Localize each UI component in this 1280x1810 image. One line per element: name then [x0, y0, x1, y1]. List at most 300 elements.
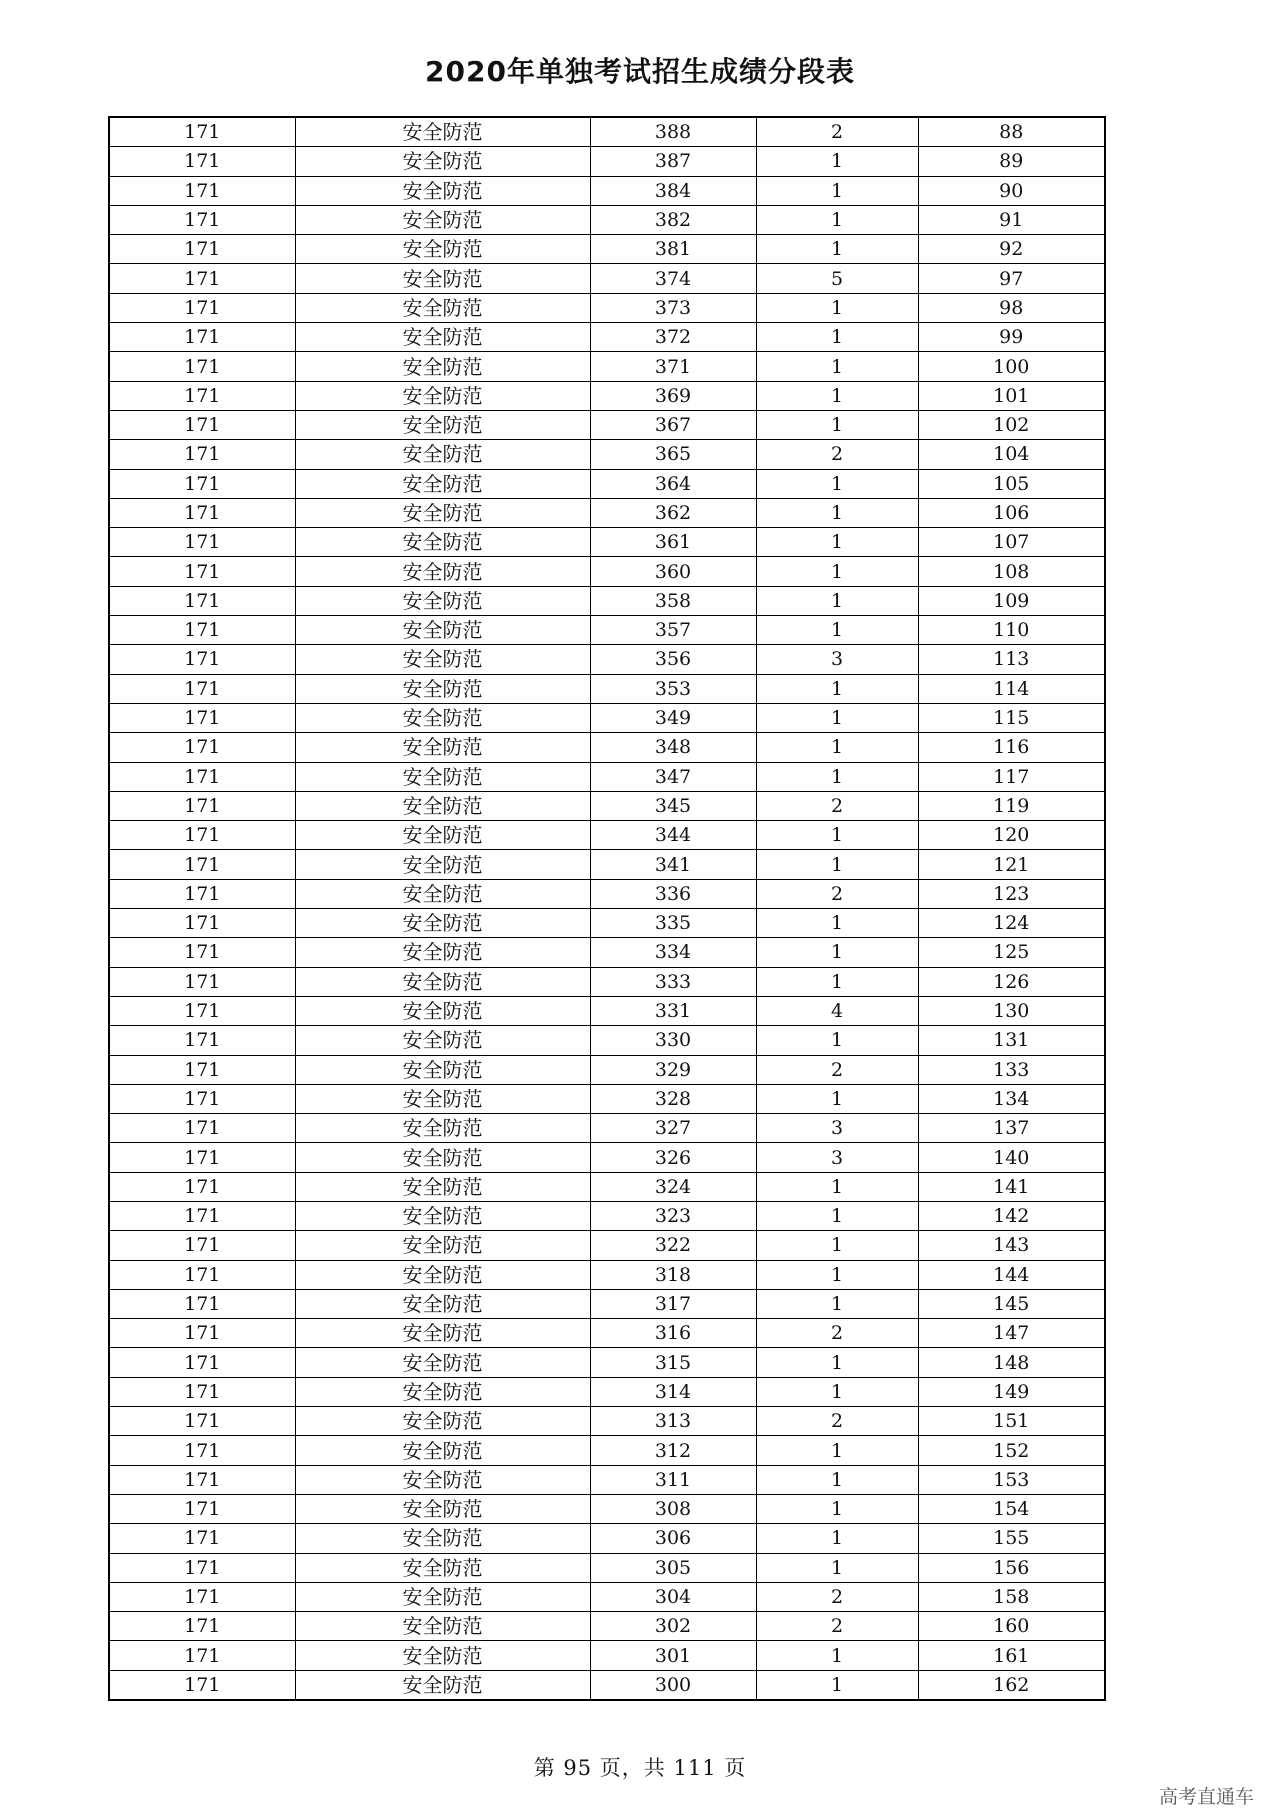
major-code-cell: 171	[109, 616, 295, 645]
major-code-cell: 171	[109, 1582, 295, 1611]
score-cell: 311	[590, 1465, 756, 1494]
major-name-cell: 安全防范	[295, 1582, 590, 1611]
table-row	[109, 791, 1105, 820]
table-row	[109, 1407, 1105, 1436]
cumulative-cell: 148	[918, 1348, 1105, 1377]
score-cell: 308	[590, 1494, 756, 1523]
cumulative-cell: 123	[918, 879, 1105, 908]
count-cell: 1	[756, 1289, 918, 1318]
score-cell: 384	[590, 176, 756, 205]
major-name-cell: 安全防范	[295, 1201, 590, 1230]
major-name-cell: 安全防范	[295, 821, 590, 850]
major-name-cell: 安全防范	[295, 791, 590, 820]
cumulative-cell: 90	[918, 176, 1105, 205]
cumulative-cell: 89	[918, 147, 1105, 176]
count-cell: 1	[756, 410, 918, 439]
count-cell: 1	[756, 557, 918, 586]
cumulative-cell: 121	[918, 850, 1105, 879]
major-name-cell: 安全防范	[295, 616, 590, 645]
major-code-cell: 171	[109, 410, 295, 439]
major-code-cell: 171	[109, 1612, 295, 1641]
table-row	[109, 850, 1105, 879]
table-row	[109, 1524, 1105, 1553]
major-name-cell: 安全防范	[295, 1231, 590, 1260]
table-row	[109, 323, 1105, 352]
table-row	[109, 528, 1105, 557]
score-cell: 353	[590, 674, 756, 703]
score-cell: 334	[590, 938, 756, 967]
count-cell: 1	[756, 762, 918, 791]
score-cell: 387	[590, 147, 756, 176]
major-name-cell: 安全防范	[295, 733, 590, 762]
count-cell: 2	[756, 117, 918, 147]
major-code-cell: 171	[109, 352, 295, 381]
major-name-cell: 安全防范	[295, 1084, 590, 1113]
count-cell: 3	[756, 1143, 918, 1172]
major-code-cell: 171	[109, 469, 295, 498]
cumulative-cell: 88	[918, 117, 1105, 147]
score-cell: 326	[590, 1143, 756, 1172]
score-cell: 302	[590, 1612, 756, 1641]
table-row	[109, 1143, 1105, 1172]
cumulative-cell: 98	[918, 293, 1105, 322]
cumulative-cell: 131	[918, 1026, 1105, 1055]
major-code-cell: 171	[109, 967, 295, 996]
major-code-cell: 171	[109, 733, 295, 762]
table-row	[109, 1084, 1105, 1113]
major-code-cell: 171	[109, 440, 295, 469]
table-row	[109, 1231, 1105, 1260]
major-name-cell: 安全防范	[295, 410, 590, 439]
count-cell: 1	[756, 1465, 918, 1494]
count-cell: 2	[756, 1407, 918, 1436]
major-name-cell: 安全防范	[295, 1407, 590, 1436]
count-cell: 1	[756, 1641, 918, 1670]
major-name-cell: 安全防范	[295, 909, 590, 938]
score-cell: 324	[590, 1172, 756, 1201]
table-row	[109, 557, 1105, 586]
score-table-body	[109, 117, 1105, 1700]
cumulative-cell: 105	[918, 469, 1105, 498]
count-cell: 1	[756, 1026, 918, 1055]
score-cell: 335	[590, 909, 756, 938]
major-name-cell: 安全防范	[295, 205, 590, 234]
table-row	[109, 1260, 1105, 1289]
score-cell: 365	[590, 440, 756, 469]
table-row	[109, 1436, 1105, 1465]
major-name-cell: 安全防范	[295, 117, 590, 147]
cumulative-cell: 149	[918, 1377, 1105, 1406]
cumulative-cell: 108	[918, 557, 1105, 586]
score-cell: 315	[590, 1348, 756, 1377]
major-name-cell: 安全防范	[295, 703, 590, 732]
score-cell: 316	[590, 1319, 756, 1348]
score-cell: 356	[590, 645, 756, 674]
score-cell: 312	[590, 1436, 756, 1465]
table-row	[109, 1582, 1105, 1611]
major-code-cell: 171	[109, 117, 295, 147]
table-row	[109, 909, 1105, 938]
score-cell: 330	[590, 1026, 756, 1055]
score-cell: 322	[590, 1231, 756, 1260]
table-row	[109, 1553, 1105, 1582]
cumulative-cell: 126	[918, 967, 1105, 996]
major-name-cell: 安全防范	[295, 1612, 590, 1641]
count-cell: 1	[756, 1201, 918, 1230]
count-cell: 2	[756, 1055, 918, 1084]
table-row	[109, 821, 1105, 850]
count-cell: 1	[756, 1436, 918, 1465]
score-cell: 388	[590, 117, 756, 147]
score-cell: 318	[590, 1260, 756, 1289]
score-cell: 301	[590, 1641, 756, 1670]
major-code-cell: 171	[109, 850, 295, 879]
major-name-cell: 安全防范	[295, 381, 590, 410]
count-cell: 1	[756, 1494, 918, 1523]
table-row	[109, 1289, 1105, 1318]
cumulative-cell: 156	[918, 1553, 1105, 1582]
count-cell: 1	[756, 381, 918, 410]
major-code-cell: 171	[109, 1260, 295, 1289]
cumulative-cell: 115	[918, 703, 1105, 732]
table-row	[109, 352, 1105, 381]
cumulative-cell: 145	[918, 1289, 1105, 1318]
cumulative-cell: 160	[918, 1612, 1105, 1641]
table-row	[109, 176, 1105, 205]
major-code-cell: 171	[109, 1172, 295, 1201]
page-footer: 第 95 页，共 111 页	[533, 1756, 747, 1780]
cumulative-cell: 161	[918, 1641, 1105, 1670]
major-name-cell: 安全防范	[295, 1319, 590, 1348]
table-row	[109, 586, 1105, 615]
major-name-cell: 安全防范	[295, 1260, 590, 1289]
score-cell: 362	[590, 498, 756, 527]
count-cell: 1	[756, 1260, 918, 1289]
major-name-cell: 安全防范	[295, 498, 590, 527]
count-cell: 1	[756, 1348, 918, 1377]
table-row	[109, 703, 1105, 732]
count-cell: 1	[756, 1084, 918, 1113]
major-name-cell: 安全防范	[295, 586, 590, 615]
table-row	[109, 381, 1105, 410]
major-code-cell: 171	[109, 1084, 295, 1113]
count-cell: 2	[756, 1582, 918, 1611]
score-table	[108, 116, 1106, 1701]
major-code-cell: 171	[109, 1524, 295, 1553]
cumulative-cell: 147	[918, 1319, 1105, 1348]
count-cell: 2	[756, 440, 918, 469]
count-cell: 1	[756, 850, 918, 879]
major-code-cell: 171	[109, 1641, 295, 1670]
major-name-cell: 安全防范	[295, 293, 590, 322]
table-row	[109, 1114, 1105, 1143]
major-name-cell: 安全防范	[295, 235, 590, 264]
major-name-cell: 安全防范	[295, 1172, 590, 1201]
major-code-cell: 171	[109, 879, 295, 908]
table-row	[109, 996, 1105, 1025]
count-cell: 1	[756, 498, 918, 527]
major-code-cell: 171	[109, 1377, 295, 1406]
cumulative-cell: 140	[918, 1143, 1105, 1172]
count-cell: 4	[756, 996, 918, 1025]
major-code-cell: 171	[109, 528, 295, 557]
table-row	[109, 235, 1105, 264]
major-name-cell: 安全防范	[295, 1289, 590, 1318]
major-code-cell: 171	[109, 205, 295, 234]
major-name-cell: 安全防范	[295, 352, 590, 381]
table-row	[109, 762, 1105, 791]
score-cell: 372	[590, 323, 756, 352]
cumulative-cell: 134	[918, 1084, 1105, 1113]
score-cell: 304	[590, 1582, 756, 1611]
table-row	[109, 1670, 1105, 1700]
major-name-cell: 安全防范	[295, 850, 590, 879]
cumulative-cell: 106	[918, 498, 1105, 527]
count-cell: 1	[756, 967, 918, 996]
score-cell: 323	[590, 1201, 756, 1230]
cumulative-cell: 120	[918, 821, 1105, 850]
major-code-cell: 171	[109, 703, 295, 732]
cumulative-cell: 110	[918, 616, 1105, 645]
count-cell: 1	[756, 469, 918, 498]
major-code-cell: 171	[109, 381, 295, 410]
score-cell: 374	[590, 264, 756, 293]
count-cell: 3	[756, 645, 918, 674]
major-code-cell: 171	[109, 1436, 295, 1465]
cumulative-cell: 117	[918, 762, 1105, 791]
count-cell: 1	[756, 616, 918, 645]
score-cell: 358	[590, 586, 756, 615]
score-cell: 348	[590, 733, 756, 762]
count-cell: 1	[756, 235, 918, 264]
major-name-cell: 安全防范	[295, 1465, 590, 1494]
cumulative-cell: 113	[918, 645, 1105, 674]
count-cell: 1	[756, 293, 918, 322]
count-cell: 2	[756, 879, 918, 908]
major-name-cell: 安全防范	[295, 323, 590, 352]
major-name-cell: 安全防范	[295, 1055, 590, 1084]
score-cell: 333	[590, 967, 756, 996]
count-cell: 1	[756, 674, 918, 703]
major-name-cell: 安全防范	[295, 762, 590, 791]
table-row	[109, 1465, 1105, 1494]
cumulative-cell: 158	[918, 1582, 1105, 1611]
major-code-cell: 171	[109, 762, 295, 791]
major-code-cell: 171	[109, 938, 295, 967]
major-code-cell: 171	[109, 1026, 295, 1055]
score-cell: 313	[590, 1407, 756, 1436]
major-code-cell: 171	[109, 1289, 295, 1318]
count-cell: 1	[756, 205, 918, 234]
count-cell: 1	[756, 528, 918, 557]
major-name-cell: 安全防范	[295, 1377, 590, 1406]
major-name-cell: 安全防范	[295, 1143, 590, 1172]
count-cell: 3	[756, 1114, 918, 1143]
cumulative-cell: 99	[918, 323, 1105, 352]
table-row	[109, 1201, 1105, 1230]
table-row	[109, 264, 1105, 293]
table-row	[109, 469, 1105, 498]
cumulative-cell: 130	[918, 996, 1105, 1025]
major-name-cell: 安全防范	[295, 645, 590, 674]
cumulative-cell: 100	[918, 352, 1105, 381]
score-cell: 344	[590, 821, 756, 850]
count-cell: 2	[756, 1319, 918, 1348]
table-row	[109, 1319, 1105, 1348]
major-name-cell: 安全防范	[295, 967, 590, 996]
cumulative-cell: 137	[918, 1114, 1105, 1143]
count-cell: 1	[756, 352, 918, 381]
major-code-cell: 171	[109, 1465, 295, 1494]
count-cell: 1	[756, 1524, 918, 1553]
cumulative-cell: 152	[918, 1436, 1105, 1465]
major-code-cell: 171	[109, 147, 295, 176]
score-cell: 360	[590, 557, 756, 586]
major-code-cell: 171	[109, 1231, 295, 1260]
table-row	[109, 733, 1105, 762]
count-cell: 2	[756, 791, 918, 820]
table-row	[109, 498, 1105, 527]
score-cell: 373	[590, 293, 756, 322]
table-row	[109, 1612, 1105, 1641]
count-cell: 1	[756, 147, 918, 176]
major-code-cell: 171	[109, 1055, 295, 1084]
score-cell: 367	[590, 410, 756, 439]
score-cell: 329	[590, 1055, 756, 1084]
major-name-cell: 安全防范	[295, 176, 590, 205]
table-row	[109, 205, 1105, 234]
major-code-cell: 171	[109, 235, 295, 264]
cumulative-cell: 92	[918, 235, 1105, 264]
score-cell: 331	[590, 996, 756, 1025]
major-name-cell: 安全防范	[295, 557, 590, 586]
cumulative-cell: 101	[918, 381, 1105, 410]
table-row	[109, 410, 1105, 439]
table-row	[109, 938, 1105, 967]
score-cell: 336	[590, 879, 756, 908]
cumulative-cell: 133	[918, 1055, 1105, 1084]
count-cell: 1	[756, 909, 918, 938]
score-cell: 364	[590, 469, 756, 498]
table-row	[109, 645, 1105, 674]
cumulative-cell: 125	[918, 938, 1105, 967]
major-code-cell: 171	[109, 323, 295, 352]
cumulative-cell: 155	[918, 1524, 1105, 1553]
document-title: 2020年单独考试招生成绩分段表	[425, 55, 855, 88]
score-cell: 314	[590, 1377, 756, 1406]
cumulative-cell: 97	[918, 264, 1105, 293]
major-name-cell: 安全防范	[295, 1524, 590, 1553]
major-code-cell: 171	[109, 1319, 295, 1348]
cumulative-cell: 107	[918, 528, 1105, 557]
score-cell: 327	[590, 1114, 756, 1143]
major-code-cell: 171	[109, 1143, 295, 1172]
score-cell: 345	[590, 791, 756, 820]
score-cell: 371	[590, 352, 756, 381]
major-code-cell: 171	[109, 557, 295, 586]
cumulative-cell: 144	[918, 1260, 1105, 1289]
table-row	[109, 879, 1105, 908]
table-row	[109, 147, 1105, 176]
cumulative-cell: 104	[918, 440, 1105, 469]
count-cell: 1	[756, 1231, 918, 1260]
cumulative-cell: 154	[918, 1494, 1105, 1523]
score-cell: 317	[590, 1289, 756, 1318]
major-name-cell: 安全防范	[295, 1641, 590, 1670]
major-code-cell: 171	[109, 176, 295, 205]
major-name-cell: 安全防范	[295, 1026, 590, 1055]
count-cell: 1	[756, 323, 918, 352]
major-name-cell: 安全防范	[295, 879, 590, 908]
major-code-cell: 171	[109, 909, 295, 938]
score-cell: 357	[590, 616, 756, 645]
table-row	[109, 117, 1105, 147]
major-code-cell: 171	[109, 1407, 295, 1436]
watermark: 高考直通车	[1158, 1786, 1254, 1808]
table-row	[109, 1494, 1105, 1523]
score-cell: 381	[590, 235, 756, 264]
table-row	[109, 674, 1105, 703]
major-name-cell: 安全防范	[295, 147, 590, 176]
major-name-cell: 安全防范	[295, 938, 590, 967]
major-code-cell: 171	[109, 1670, 295, 1700]
cumulative-cell: 142	[918, 1201, 1105, 1230]
table-row	[109, 1348, 1105, 1377]
major-name-cell: 安全防范	[295, 1553, 590, 1582]
cumulative-cell: 91	[918, 205, 1105, 234]
table-row	[109, 616, 1105, 645]
major-code-cell: 171	[109, 264, 295, 293]
major-code-cell: 171	[109, 1348, 295, 1377]
count-cell: 1	[756, 1670, 918, 1700]
major-code-cell: 171	[109, 1114, 295, 1143]
table-row	[109, 1026, 1105, 1055]
major-code-cell: 171	[109, 1553, 295, 1582]
major-code-cell: 171	[109, 674, 295, 703]
score-cell: 382	[590, 205, 756, 234]
major-name-cell: 安全防范	[295, 264, 590, 293]
cumulative-cell: 141	[918, 1172, 1105, 1201]
table-row	[109, 1641, 1105, 1670]
count-cell: 1	[756, 1172, 918, 1201]
major-code-cell: 171	[109, 1494, 295, 1523]
cumulative-cell: 119	[918, 791, 1105, 820]
score-cell: 305	[590, 1553, 756, 1582]
count-cell: 5	[756, 264, 918, 293]
count-cell: 1	[756, 733, 918, 762]
count-cell: 2	[756, 1612, 918, 1641]
major-code-cell: 171	[109, 1201, 295, 1230]
cumulative-cell: 124	[918, 909, 1105, 938]
cumulative-cell: 114	[918, 674, 1105, 703]
count-cell: 1	[756, 1377, 918, 1406]
major-name-cell: 安全防范	[295, 469, 590, 498]
table-row	[109, 293, 1105, 322]
table-row	[109, 1055, 1105, 1084]
major-name-cell: 安全防范	[295, 1436, 590, 1465]
table-row	[109, 1377, 1105, 1406]
count-cell: 1	[756, 821, 918, 850]
major-name-cell: 安全防范	[295, 440, 590, 469]
major-code-cell: 171	[109, 791, 295, 820]
score-cell: 300	[590, 1670, 756, 1700]
count-cell: 1	[756, 586, 918, 615]
score-cell: 341	[590, 850, 756, 879]
cumulative-cell: 116	[918, 733, 1105, 762]
major-name-cell: 安全防范	[295, 1670, 590, 1700]
cumulative-cell: 162	[918, 1670, 1105, 1700]
major-code-cell: 171	[109, 996, 295, 1025]
